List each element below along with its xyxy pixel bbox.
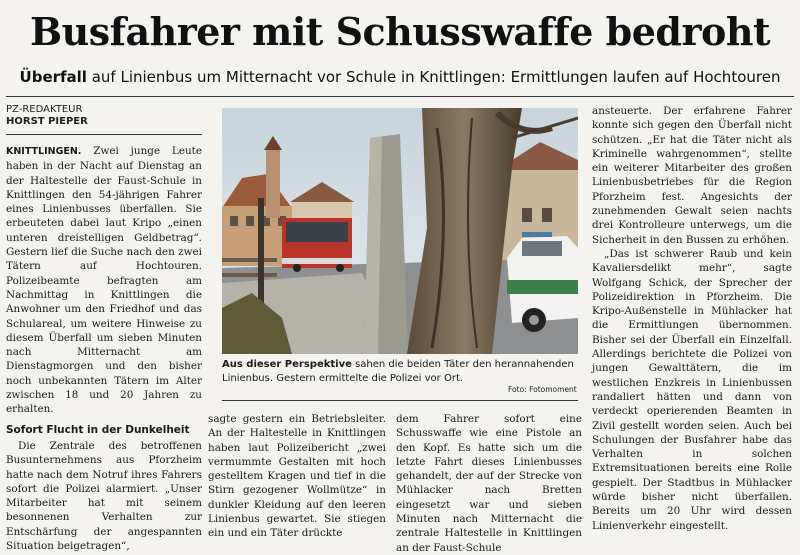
top-divider — [6, 96, 794, 97]
article-column-1 — [6, 144, 202, 553]
section-subhead: Sofort Flucht in der Dunkelheit — [6, 423, 190, 436]
byline-divider — [6, 134, 202, 135]
column-4-paragraph-2: „Das ist schwerer Raub und kein Kavaliersdelikt mehr“, sagte Wolfgang Schick, der Sprecher der Polizeidirektion in Pforzheim. Die Kripo-Außenstelle in Mühlacker hat die Ermittlungen übernommen. Bisher sei der Überfall ein Einzelfall. Allerdings berichtete die Polizei von jungen Gewalttätern, die im westlichen Enzkreis in Linienbussen randaliert hätten und dann von verdeckt operierenden Beamten in Zivil gestellt worden seien. Auch bei Schulungen der Busfahrer habe das Verhalten in solchen Extremsituationen bereits eine Rolle gespielt. Der Stadtbus in Mühlacker würde bisher nicht überfallen. Bereits um 20 Uhr wird dessen Linienverkehr eingestellt. — [592, 247, 792, 532]
police-car-shape — [507, 232, 578, 332]
bus-stop-scene-image — [222, 108, 578, 354]
column-4-paragraph-1: ansteuerte. Der erfahrene Fahrer konnte sich gegen den Überfall nicht schützen. „Er hat die Täter nicht als Kriminelle wahrgenommen“, stellte ein weiterer Mitarbeiter des großen Linienbusbetriebes für die Region Pforzheim fest. Angesichts der zunehmenden Gewalt seien nachts drei Kontrolleure unterwegs, um die Sicherheit in den Bussen zu erhöhen. — [592, 105, 792, 246]
column-3-paragraph: dem Fahrer sofort eine Schusswaffe wie eine Pistole an den Kopf. Es hatte sich um die letzte Fahrt dieses Linienbusses gehandelt, der auf der Strecke von Mühlacker nach Bretten eingesetzt war und sieben Minuten nach Mitternacht die zentrale Haltestelle in Knittlingen an der Faust-Schule — [396, 413, 582, 554]
article-column-2 — [208, 412, 386, 541]
column-2-paragraph: sagte gestern ein Betriebsleiter. An der Haltestelle in Knittlingen haben laut Polizeibericht „zwei vermummte Gestalten mit hoch gestelltem Kragen und tief in die Stirn gezogener Wollmütze“ in dunkler Kleidung auf den leeren Linienbus gewartet. Sie stiegen ein und ein Täter drückte — [208, 413, 386, 540]
subheadline-lead: Überfall — [19, 68, 87, 86]
byline — [6, 104, 196, 128]
byline-name: HORST PIEPER — [6, 116, 88, 127]
caption-divider — [222, 400, 578, 401]
column-1-paragraph-2: Die Zentrale des betroffenen Busunternehmens aus Pforzheim hatte nach dem Notruf ihres Fahrers sofort die Polizei alarmiert. „Unser Mitarbeiter hat mit seinem besonnenen Verhalten zur Entschärfung der angespannten Situation beigetragen“, — [6, 439, 202, 553]
photo-credit: Foto: Fotomoment — [508, 385, 577, 394]
caption-text: sahen die beiden Täter den herannahenden Linienbus. Gestern ermittelte die Polizei vor Ort. — [222, 359, 574, 384]
lead-paragraph — [6, 144, 202, 417]
dateline: KNITTLINGEN. — [6, 146, 82, 157]
article-photo — [222, 108, 578, 354]
headline: Busfahrer mit Schusswaffe bedroht — [29, 9, 771, 54]
photo-caption — [222, 358, 578, 386]
lead-paragraph-text: Zwei junge Leute haben in der Nacht auf Dienstag an der Haltestelle der Faust-Schule in Knittlingen den 54-jährigen Fahrer eines Linienbusses überfallen. Sie erbeuteten dabei laut Kripo „einen unteren dreistelligen Geldbetrag“. Gestern lief die Suche nach den zwei Tätern auf Hochtouren. Polizeibeamte befragten am Nachmittag in Knittlingen die Anwohner um den Friedhof und das Schulareal, um weitere Hinweise zu diesem Überfall um sieben Minuten nach Mitternacht am Dienstagmorgen und den bisher noch unbekannten Tätern im Alter zwischen 18 und 20 Jahren zu erhalten. — [6, 145, 202, 416]
subheadline — [8, 66, 792, 88]
caption-lead: Aus dieser Perspektive — [222, 359, 352, 370]
byline-role: PZ-REDAKTEUR — [6, 104, 83, 115]
subheadline-text: auf Linienbus um Mitternacht vor Schule in Knittlingen: Ermittlungen laufen auf Hochtouren — [86, 68, 781, 86]
article-column-3 — [396, 412, 582, 555]
article-column-4 — [592, 104, 792, 533]
